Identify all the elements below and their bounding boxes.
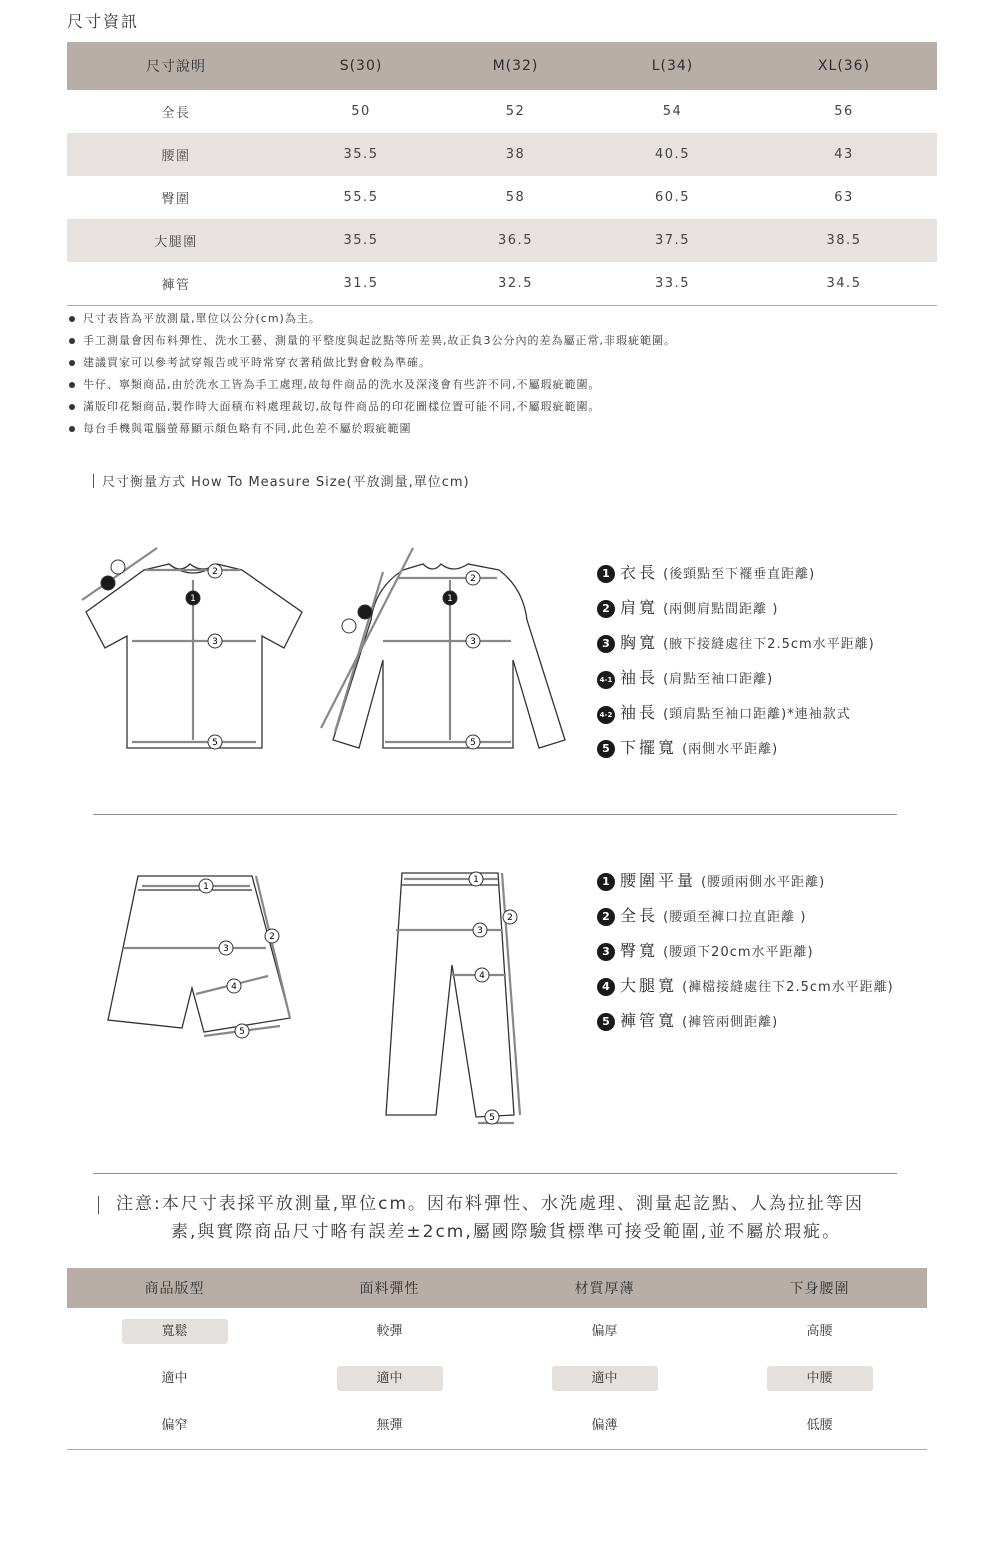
note-text: 滿版印花類商品,製作時大面積布料處理裁切,故每件商品的印花圖樣位置可能不同,不屬瑕疵範圍。	[83, 400, 601, 413]
svg-text:3: 3	[477, 926, 483, 936]
list-item	[67, 418, 676, 440]
table-cell: 36.5	[437, 219, 594, 262]
heading-bar	[93, 474, 94, 488]
legend-desc: (褲檔接縫處往下2.5cm水平距離)	[682, 980, 894, 995]
table-cell	[67, 1402, 282, 1450]
table-cell	[67, 1355, 282, 1402]
thickness-option: 偏厚	[591, 1324, 618, 1339]
table-cell: 褲管	[67, 262, 285, 306]
legend-label: 全長	[620, 906, 659, 925]
table-cell	[67, 1308, 282, 1355]
table-cell: 全長	[161, 106, 191, 121]
svg-text:2: 2	[507, 913, 513, 923]
header-cell: 下身腰圍	[712, 1268, 927, 1308]
list-item	[597, 1010, 894, 1045]
list-item	[597, 870, 894, 905]
badge-1-icon: 1	[597, 565, 615, 583]
badge-4-2-icon: 4-2	[597, 706, 615, 724]
legend-label: 臀寬	[620, 941, 659, 960]
table-row	[67, 176, 937, 219]
note-text: 手工測量會因布料彈性、洗水工藝、測量的平整度與起訖點等所差異,故正負3公分內的差為屬正常,非瑕疵範圍。	[83, 334, 676, 347]
svg-text:3: 3	[223, 944, 229, 954]
badge-5-icon: 5	[597, 1013, 615, 1031]
table-cell: 58	[505, 190, 526, 205]
header-cell: 商品版型	[67, 1268, 282, 1308]
table-cell	[282, 1355, 497, 1402]
waist-option-selected: 中腰	[767, 1366, 873, 1391]
notice-line-2: 素,與實際商品尺寸略有誤差±2cm,屬國際驗貨標準可接受範圍,並不屬於瑕疵。	[171, 1222, 842, 1242]
divider	[93, 1173, 897, 1174]
svg-text:1: 1	[190, 594, 196, 604]
fit-table-header	[67, 1268, 927, 1308]
badge-4-1-icon: 4-1	[597, 671, 615, 689]
header-cell: 面料彈性	[282, 1268, 497, 1308]
legend-desc: (後頸點至下襬垂直距離)	[663, 567, 816, 582]
list-item	[597, 632, 875, 667]
legend-label: 褲管寬	[620, 1011, 678, 1030]
legend-label: 袖長	[620, 703, 659, 722]
svg-text:3: 3	[470, 637, 476, 647]
legend-label: 衣長	[620, 563, 659, 582]
bullet-icon	[69, 426, 75, 432]
table-cell: 55.5	[343, 190, 379, 205]
table-cell	[497, 1402, 712, 1450]
badge-3-icon: 3	[597, 635, 615, 653]
notes-list	[67, 308, 676, 440]
notice-block	[96, 1190, 906, 1246]
table-row	[67, 90, 937, 133]
table-cell	[712, 1402, 927, 1450]
svg-text:1: 1	[203, 882, 209, 892]
badge-2-icon: 2	[597, 600, 615, 618]
table-cell: 35.5	[285, 219, 437, 262]
svg-text:1: 1	[473, 875, 479, 885]
svg-text:5: 5	[470, 738, 476, 748]
thickness-option-selected: 適中	[552, 1366, 658, 1391]
table-cell: 35.5	[285, 133, 437, 176]
thickness-option: 偏薄	[591, 1418, 618, 1433]
bullet-icon	[69, 382, 75, 388]
table-cell: 大腿圍	[67, 219, 285, 262]
notice-bar	[98, 1196, 99, 1214]
svg-text:1: 1	[447, 594, 453, 604]
legend-label: 袖長	[620, 668, 659, 687]
header-cell: M(32)	[437, 42, 594, 90]
legend-desc: (兩側水平距離)	[682, 742, 779, 757]
svg-text:5: 5	[489, 1113, 495, 1123]
bullet-icon	[69, 316, 75, 322]
svg-text:4: 4	[479, 971, 485, 981]
table-cell: 54	[662, 104, 683, 119]
table-cell	[497, 1355, 712, 1402]
header-cell: XL(36)	[751, 42, 937, 90]
legend-desc: (腰頭下20cm水平距離)	[663, 945, 814, 960]
list-item	[67, 308, 676, 330]
table-cell: 52	[505, 104, 526, 119]
table-row	[67, 1402, 927, 1450]
table-row	[67, 133, 937, 176]
list-item	[597, 940, 894, 975]
table-cell: 56	[834, 104, 854, 119]
svg-text:3: 3	[212, 637, 218, 647]
fit-table	[67, 1268, 927, 1450]
table-row	[67, 219, 937, 262]
elasticity-option: 較彈	[376, 1324, 403, 1339]
table-cell: 32.5	[437, 262, 594, 306]
badge-1-icon: 1	[597, 873, 615, 891]
waist-option: 高腰	[806, 1324, 833, 1339]
fit-option: 偏窄	[161, 1418, 188, 1433]
badge-5-icon: 5	[597, 740, 615, 758]
legend-label: 大腿寬	[620, 976, 678, 995]
size-table	[67, 42, 937, 306]
list-item	[597, 667, 875, 702]
header-cell: S(30)	[285, 42, 437, 90]
legend-label: 肩寬	[620, 598, 659, 617]
table-row	[67, 1308, 927, 1355]
note-text: 牛仔、寧類商品,由於洗水工皆為手工處理,故每件商品的洗水及深淺會有些許不同,不屬瑕疵範圍。	[83, 378, 601, 391]
table-cell: 33.5	[594, 262, 751, 306]
legend-desc: (腋下接縫處往下2.5cm水平距離)	[663, 637, 875, 652]
list-item	[597, 597, 875, 632]
legend-label: 胸寬	[620, 633, 659, 652]
legend-desc: (兩側肩點間距離 )	[663, 602, 779, 617]
table-cell	[282, 1402, 497, 1450]
tshirt-diagram	[72, 540, 308, 755]
svg-text:2: 2	[269, 932, 275, 942]
table-cell	[282, 1308, 497, 1355]
table-cell: 38	[437, 133, 594, 176]
legend-label: 腰圍平量	[620, 871, 697, 890]
table-cell: 34.5	[751, 262, 937, 306]
list-item	[597, 737, 875, 772]
header-cell: L(34)	[594, 42, 751, 90]
bullet-icon	[69, 338, 75, 344]
note-text: 尺寸表皆為平放測量,單位以公分(cm)為主。	[83, 312, 321, 325]
table-cell: 38.5	[751, 219, 937, 262]
measure-section-heading	[93, 471, 470, 490]
measure-title: 尺寸衡量方式 How To Measure Size(平放測量,單位cm)	[102, 475, 470, 490]
elasticity-option-selected: 適中	[337, 1366, 443, 1391]
table-cell: 43	[751, 133, 937, 176]
list-item	[67, 352, 676, 374]
table-cell: 63	[834, 190, 854, 205]
badge-3-icon: 3	[597, 943, 615, 961]
list-item	[597, 562, 875, 597]
table-cell: 40.5	[594, 133, 751, 176]
table-cell: 31.5	[285, 262, 437, 306]
list-item	[67, 330, 676, 352]
table-cell	[712, 1308, 927, 1355]
legend-desc: (腰頭至褲口拉直距離 )	[663, 910, 807, 925]
legend-desc: (腰頭兩側水平距離)	[701, 875, 826, 890]
table-cell: 50	[351, 104, 371, 119]
legend-desc: (肩點至袖口距離)	[663, 672, 774, 687]
top-measure-legend	[597, 562, 875, 772]
table-row	[67, 262, 937, 306]
size-table-header	[67, 42, 937, 90]
list-item	[67, 396, 676, 418]
svg-text:2: 2	[470, 574, 476, 584]
svg-text:5: 5	[239, 1027, 245, 1037]
table-cell: 60.5	[655, 190, 690, 205]
badge-2-icon: 2	[597, 908, 615, 926]
fit-option-selected: 寬鬆	[122, 1319, 228, 1344]
bullet-icon	[69, 360, 75, 366]
list-item	[597, 975, 894, 1010]
table-cell	[712, 1355, 927, 1402]
long-sleeve-diagram	[313, 540, 573, 755]
svg-text:4: 4	[231, 982, 237, 992]
list-item	[597, 905, 894, 940]
table-cell	[497, 1308, 712, 1355]
legend-label: 下擺寬	[620, 738, 678, 757]
table-cell: 37.5	[594, 219, 751, 262]
badge-4-icon: 4	[597, 978, 615, 996]
note-text: 每台手機與電腦螢幕顯示顏色略有不同,此色差不屬於瑕疵範圍	[83, 422, 412, 435]
table-row	[67, 1355, 927, 1402]
list-item	[597, 702, 875, 737]
list-item	[67, 374, 676, 396]
waist-option: 低腰	[806, 1418, 833, 1433]
divider	[93, 814, 897, 815]
legend-desc: (頸肩點至袖口距離)*連袖款式	[663, 707, 851, 722]
bullet-icon	[69, 404, 75, 410]
svg-text:5: 5	[212, 738, 218, 748]
table-cell: 腰圍	[67, 133, 285, 176]
header-cell: 材質厚薄	[497, 1268, 712, 1308]
header-cell: 尺寸說明	[67, 42, 285, 90]
table-cell: 臀圍	[161, 192, 191, 207]
page-title: 尺寸資訊	[67, 12, 140, 31]
shorts-diagram	[100, 868, 300, 1048]
bottom-measure-legend	[597, 870, 894, 1045]
note-text: 建議買家可以參考試穿報告或平時常穿衣著稍做比對會較為準確。	[83, 356, 431, 369]
svg-text:2: 2	[212, 567, 218, 577]
pants-diagram	[380, 865, 530, 1130]
legend-desc: (褲管兩側距離)	[682, 1015, 779, 1030]
elasticity-option: 無彈	[376, 1418, 403, 1433]
fit-option: 適中	[161, 1371, 188, 1386]
notice-line-1: 注意:本尺寸表採平放測量,單位cm。因布料彈性、水洗處理、測量起訖點、人為拉扯等因	[116, 1194, 865, 1214]
